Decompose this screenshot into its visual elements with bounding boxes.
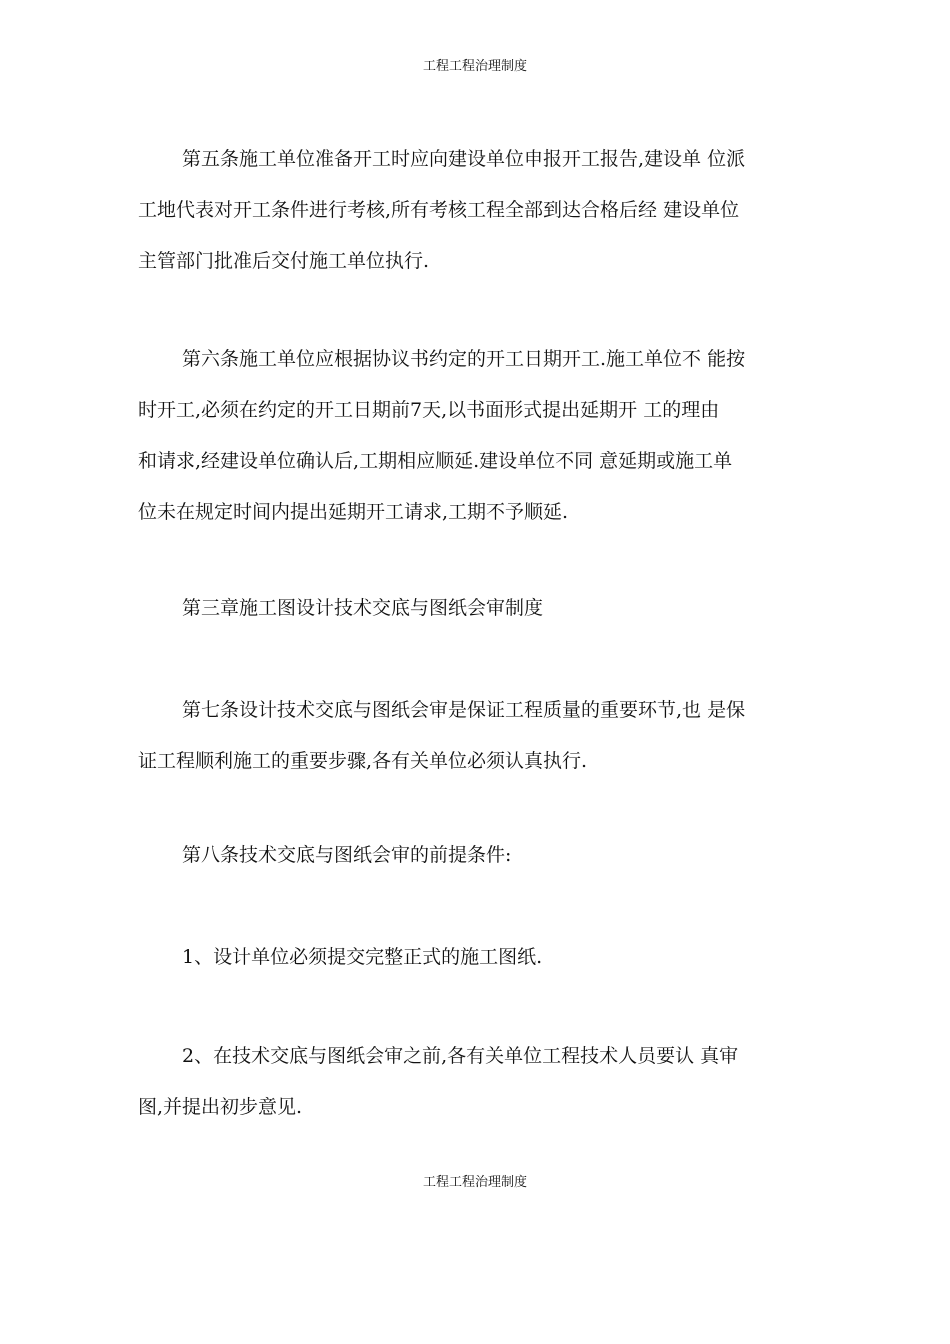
list-item-1 <box>138 932 828 983</box>
paragraph-line: 第六条施工单位应根据协议书约定的开工日期开工.施工单位不 能按 <box>182 348 746 370</box>
paragraph-line: 第七条设计技术交底与图纸会审是保证工程质量的重要环节,也 是保 <box>182 699 746 721</box>
paragraph-line: 时开工,必须在约定的开工日期前7天,以书面形式提出延期开 工的理由 <box>138 399 720 421</box>
paragraph-line: 第八条技术交底与图纸会审的前提条件: <box>182 844 512 866</box>
paragraph-line: 主管部门批准后交付施工单位执行. <box>138 250 430 272</box>
paragraph-article-8 <box>138 830 828 881</box>
chapter-heading-text: 第三章施工图设计技术交底与图纸会审制度 <box>182 597 544 619</box>
running-header: 工程工程治理制度 <box>422 59 527 74</box>
paragraph-article-6 <box>138 334 828 538</box>
list-item-2 <box>138 1031 828 1133</box>
paragraph-line: 图,并提出初步意见. <box>138 1096 303 1118</box>
paragraph-line: 和请求,经建设单位确认后,工期相应顺延.建设单位不同 意延期或施工单 <box>138 450 733 472</box>
paragraph-line: 位未在规定时间内提出延期开工请求,工期不予顺延. <box>138 501 569 523</box>
paragraph-article-7 <box>138 685 828 787</box>
paragraph-line: 第五条施工单位准备开工时应向建设单位申报开工报告,建设单 位派 <box>182 148 746 170</box>
paragraph-line: 证工程顺利施工的重要步骤,各有关单位必须认真执行. <box>138 750 588 772</box>
running-footer: 工程工程治理制度 <box>422 1175 527 1190</box>
paragraph-line: 工地代表对开工条件进行考核,所有考核工程全部到达合格后经 建设单位 <box>138 199 740 221</box>
paragraph-line: 1、设计单位必须提交完整正式的施工图纸. <box>182 946 543 968</box>
chapter-heading <box>138 583 828 634</box>
paragraph-article-5 <box>138 134 828 287</box>
paragraph-line: 2、在技术交底与图纸会审之前,各有关单位工程技术人员要认 真审 <box>182 1045 739 1067</box>
